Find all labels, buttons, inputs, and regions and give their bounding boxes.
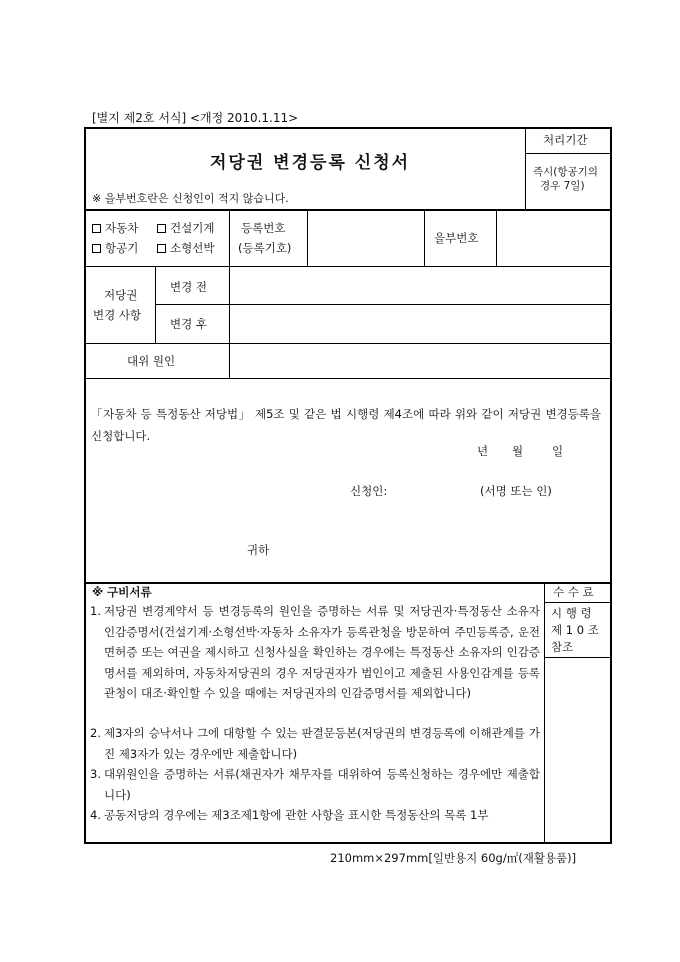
checkbox-car[interactable]: 자동차 (92, 223, 138, 235)
after-field[interactable] (230, 305, 610, 343)
fee-label: 수 수 료 (553, 585, 594, 599)
doc-item-number: 4. (90, 808, 101, 822)
doc-item-number: 2. (90, 726, 101, 740)
checkbox-vessel[interactable]: 소형선박 (157, 243, 214, 255)
signature-label: (서명 또는 인) (480, 484, 552, 498)
fee-value: 시 행 령 (551, 606, 592, 620)
fee-value-2: 제 1 0 조 (551, 623, 599, 637)
mortgage-change-label-2: 변경 사항 (93, 308, 142, 322)
fee-divider (544, 583, 545, 843)
change-divider-a (155, 266, 156, 344)
period-divider (525, 128, 526, 210)
doc-item-text: 공동저당의 경우에는 제3조제1항에 관한 사항을 표시한 특정동산의 목록 1부 (104, 808, 489, 822)
fee-bottom-line (544, 657, 611, 658)
frame-bottom (84, 842, 612, 844)
registration-label-2: (등록기호) (238, 241, 292, 255)
registration-label: 등록번호 (241, 221, 286, 235)
paper-spec: 210mm×297mm[일반용지 60g/㎡(재활용품)] (330, 851, 577, 865)
docs-top-line (84, 582, 611, 584)
mortgage-change-label: 저당권 (104, 288, 138, 302)
doc-item-text: 대위원인을 증명하는 서류(채권자가 채무자를 대위하여 등록신청하는 경우에만 제출합니다) (104, 767, 540, 802)
doc-item-text: 저당권 변경계약서 등 변경등록의 원인을 증명하는 서류 및 저당권자·특정동산 소유자 인감증명서(건설기계·소형선박·자동차 소유자가 등록관청을 방문하여 주민등록증, 운전면허증 또는 여권을 제시하고 신청사실을 확인하는 경우에는 특정동산 소유자의 인감증명서를 제외하며, 자동차저당권의 경우 저당권자가 법인이고 제출된 사용인감계를 등록관청이 대조·확인할 수 있을 때에는 저당권자의 인감증명서를 제외합니다) (104, 604, 540, 700)
before-label: 변경 전 (170, 280, 207, 294)
processing-period-value: 즉시(항공기의 (533, 166, 598, 178)
cause-label: 대위 원인 (127, 354, 176, 368)
doc-item-3 (90, 764, 540, 805)
page-title: 저당권 변경등록 신청서 (210, 153, 411, 173)
checkbox-icon[interactable] (157, 224, 166, 233)
period-header-line (525, 153, 611, 154)
processing-period-value-2: 경우 7일) (540, 180, 585, 192)
row1-divider-c (424, 210, 425, 267)
fee-header-line (544, 602, 611, 603)
docs-heading: ※ 구비서류 (92, 585, 152, 599)
doc-item-number: 1. (90, 604, 101, 618)
fee-value-3: 참조 (551, 640, 574, 654)
doc-item-4 (90, 805, 540, 826)
statement-text: 「자동차 등 특정동산 저당법」 제5조 및 같은 법 시행령 제4조에 따라 위와 같이 저당권 변경등록을 신청합니다. (91, 407, 601, 443)
doc-item-2 (90, 723, 540, 764)
date-year: 년 (477, 444, 489, 458)
doc-item-1 (90, 601, 540, 704)
after-label: 변경 후 (170, 317, 207, 331)
before-field[interactable] (230, 267, 610, 304)
applicant-label: 신청인: (350, 484, 388, 498)
row1-divider-a (229, 210, 230, 267)
doc-item-text: 제3자의 승낙서나 그에 대항할 수 있는 판결문등본(저당권의 변경등록에 이해관계를 가진 제3자가 있는 경우에만 제출합니다) (104, 726, 540, 761)
date-month: 월 (512, 444, 524, 458)
checkbox-aircraft[interactable]: 항공기 (92, 243, 138, 255)
checkbox-construction[interactable]: 건설기계 (157, 223, 214, 235)
addressee: 귀하 (247, 543, 270, 557)
frame-top (84, 127, 611, 129)
frame-left (84, 127, 86, 843)
checkbox-icon[interactable] (92, 244, 101, 253)
registration-number-field[interactable] (308, 211, 424, 266)
applicant-name-field[interactable] (395, 480, 473, 502)
processing-period-label: 처리기간 (543, 133, 588, 147)
cause-bottom-line (84, 378, 611, 379)
frame-right (610, 127, 612, 843)
doc-item-number: 3. (90, 767, 101, 781)
checkbox-icon[interactable] (92, 224, 101, 233)
checkbox-icon[interactable] (157, 244, 166, 253)
cause-field[interactable] (230, 344, 610, 378)
date-day: 일 (552, 444, 564, 458)
eulbu-label: 을부번호 (434, 231, 479, 245)
form-header: [별지 제2호 서식] <개정 2010.1.11> (92, 111, 299, 125)
eulbu-number-field[interactable] (497, 211, 610, 266)
note-text: ※ 을부번호란은 신청인이 적지 않습니다. (92, 192, 289, 205)
